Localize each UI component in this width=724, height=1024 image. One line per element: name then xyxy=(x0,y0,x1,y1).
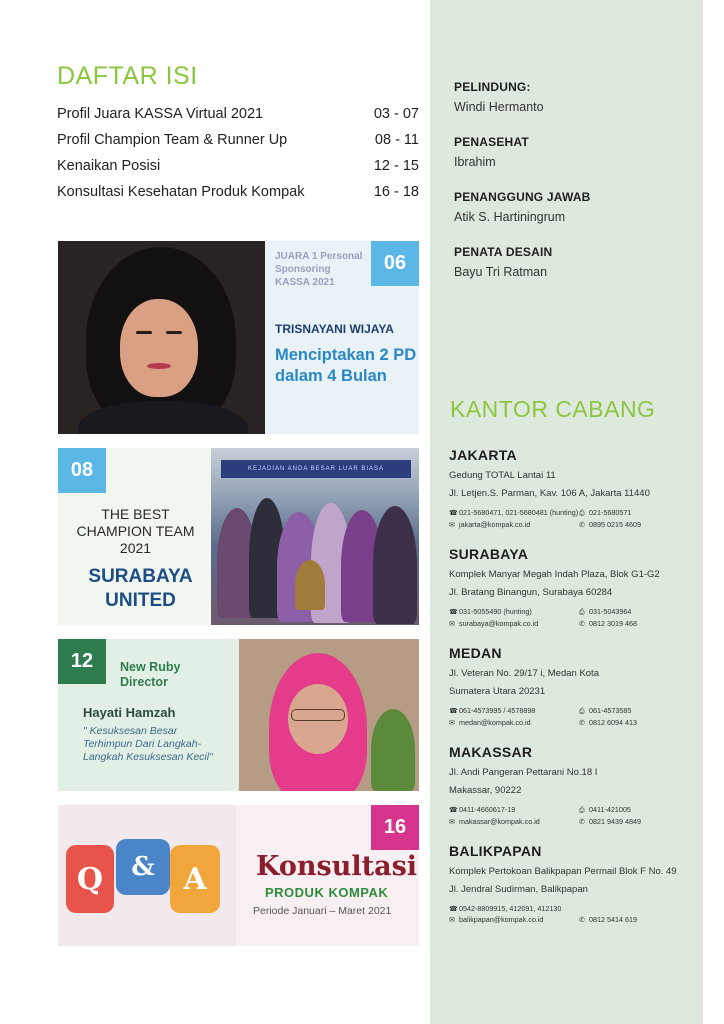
portrait-eyebrow xyxy=(166,331,182,334)
feature-title: Konsultasi xyxy=(256,851,418,882)
toc-item[interactable] xyxy=(57,158,419,184)
branch-address-line: Makassar, 90222 xyxy=(449,785,522,796)
whatsapp-text: 0812 3019 468 xyxy=(589,619,637,628)
feature-card-ruby-director[interactable] xyxy=(58,639,419,791)
branch-contacts xyxy=(449,607,699,628)
phone-text: 061-4573995 / 4578898 xyxy=(459,706,536,715)
phone-icon: ☎ xyxy=(449,708,458,715)
crowd-figure xyxy=(373,506,417,624)
branch-contacts xyxy=(449,904,699,924)
phone-icon: ☎ xyxy=(449,510,458,517)
email-icon: ✉ xyxy=(449,819,455,826)
branch-name: BALIKPAPAN xyxy=(449,843,542,859)
branch-whatsapp xyxy=(579,718,699,727)
staff-entry xyxy=(454,245,694,279)
email-text[interactable]: medan@kompak.co.id xyxy=(459,718,531,727)
feature-team-name: SURABAYA UNITED xyxy=(88,566,193,611)
feature-person-name: Hayati Hamzah xyxy=(83,705,176,720)
branch-name: MEDAN xyxy=(449,645,502,661)
portrait-photo xyxy=(239,639,419,791)
page-number-badge: 08 xyxy=(58,448,106,493)
staff-name: Windi Hermanto xyxy=(454,100,544,114)
page-number-badge: 06 xyxy=(371,241,419,286)
fax-text: 061-4573585 xyxy=(589,706,632,715)
branch-name: SURABAYA xyxy=(449,546,529,562)
branch-fax xyxy=(579,706,699,716)
whatsapp-icon: ✆ xyxy=(579,720,585,727)
qa-bubble-a: A xyxy=(170,845,220,913)
branch-address-line: Jl. Andi Pangeran Pettarani No.18 I xyxy=(449,767,598,778)
staff-name: Bayu Tri Ratman xyxy=(454,265,548,279)
phone-text: 031-5055490 (hunting) xyxy=(459,607,532,616)
toc-item[interactable] xyxy=(57,106,419,132)
toc-item-pages: 08 - 11 xyxy=(374,132,419,148)
branch-email[interactable] xyxy=(449,915,579,924)
staff-role: PELINDUNG: xyxy=(454,80,531,94)
branch-phone xyxy=(449,508,579,518)
trophy xyxy=(295,560,325,610)
toc-item-label: Profil Champion Team & Runner Up xyxy=(57,132,288,148)
email-text[interactable]: jakarta@kompak.co.id xyxy=(459,520,531,529)
page-number-badge: 16 xyxy=(371,805,419,850)
event-banner: KEJADIAN ANDA BESAR LUAR BIASA xyxy=(221,460,411,478)
masthead xyxy=(454,80,694,300)
branch-address-line: Komplek Manyar Megah Indah Plaza, Blok G1-G2 xyxy=(449,569,660,580)
feature-subtitle: PRODUK KOMPAK xyxy=(265,885,389,900)
feature-title: THE BEST CHAMPION TEAM 2021 xyxy=(76,506,195,556)
portrait-photo xyxy=(58,241,265,434)
feature-category: JUARA 1 Personal Sponsoring KASSA 2021 xyxy=(275,251,363,288)
branch-address-line: Sumatera Utara 20231 xyxy=(449,686,546,697)
feature-person-name: TRISNAYANI WIJAYA xyxy=(275,322,394,336)
branch-address-line: Gedung TOTAL Lantai 11 xyxy=(449,470,556,481)
fax-icon: ⎙ xyxy=(579,510,585,517)
whatsapp-icon: ✆ xyxy=(579,819,585,826)
staff-entry xyxy=(454,190,694,224)
staff-role: PENASEHAT xyxy=(454,135,529,149)
email-icon: ✉ xyxy=(449,720,455,727)
page-edge xyxy=(703,0,724,1024)
background-plant xyxy=(371,709,415,791)
branch-phone xyxy=(449,706,579,716)
fax-text: 0411-421005 xyxy=(589,805,631,814)
staff-role: PENATA DESAIN xyxy=(454,245,553,259)
branch-name: JAKARTA xyxy=(449,447,517,463)
toc-item-pages: 03 - 07 xyxy=(373,106,419,122)
toc-item-label: Konsultasi Kesehatan Produk Kompak xyxy=(57,184,305,200)
branch-fax xyxy=(579,805,699,815)
branch-email[interactable] xyxy=(449,619,579,628)
branch-name: MAKASSAR xyxy=(449,744,533,760)
branch-phone xyxy=(449,805,579,815)
branch-address-line: Jl. Jendral Sudirman, Balikpapan xyxy=(449,884,588,895)
fax-text: 031-5043964 xyxy=(589,607,632,616)
staff-entry xyxy=(454,80,694,114)
branch-address-line: Jl. Bratang Binangun, Surabaya 60284 xyxy=(449,587,613,598)
whatsapp-icon: ✆ xyxy=(579,522,585,529)
branch-email[interactable] xyxy=(449,817,579,826)
phone-icon: ☎ xyxy=(449,807,458,814)
phone-text: 021-5680471, 021-5680481 (hunting) xyxy=(459,508,579,517)
email-icon: ✉ xyxy=(449,621,455,628)
fax-icon: ⎙ xyxy=(579,708,585,715)
branch-phone xyxy=(449,607,579,617)
branch-whatsapp xyxy=(579,915,699,924)
branch-makassar xyxy=(449,744,699,826)
toc-item-pages: 12 - 15 xyxy=(373,158,419,174)
feature-headline: Menciptakan 2 PD dalam 4 Bulan xyxy=(275,346,417,385)
whatsapp-icon: ✆ xyxy=(579,917,585,924)
email-text[interactable]: makassar@kompak.co.id xyxy=(459,817,540,826)
branch-contacts xyxy=(449,706,699,727)
toc-item-pages: 16 - 18 xyxy=(373,184,419,200)
toc-item-label: Profil Juara KASSA Virtual 2021 xyxy=(57,106,264,122)
phone-text: 0542-8809915, 412091, 412130 xyxy=(459,904,562,913)
branch-fax xyxy=(579,904,699,913)
branch-whatsapp xyxy=(579,619,699,628)
phone-icon: ☎ xyxy=(449,906,458,913)
fax-icon: ⎙ xyxy=(579,807,585,814)
team-group-photo xyxy=(211,448,419,625)
portrait-eyebrow xyxy=(136,331,152,334)
phone-icon: ☎ xyxy=(449,609,458,616)
whatsapp-text: 0812 6094 413 xyxy=(589,718,637,727)
toc-item[interactable] xyxy=(57,132,419,158)
email-icon: ✉ xyxy=(449,522,455,529)
branch-phone xyxy=(449,904,579,913)
branch-email[interactable] xyxy=(449,718,579,727)
fax-text: 021-5680571 xyxy=(589,508,632,517)
branch-offices-title: KANTOR CABANG xyxy=(450,396,656,422)
email-text[interactable]: balikpapan@kompak.co.id xyxy=(459,915,544,924)
branch-fax xyxy=(579,607,699,617)
feature-card-juara[interactable] xyxy=(58,241,419,434)
feature-card-champion-team[interactable] xyxy=(58,448,419,625)
branch-surabaya xyxy=(449,546,699,628)
branch-balikpapan xyxy=(449,843,699,924)
qa-illustration xyxy=(58,805,236,946)
branch-address-line: Jl. Veteran No. 29/17 i, Medan Kota xyxy=(449,668,599,679)
branch-email[interactable] xyxy=(449,520,579,529)
branch-contacts xyxy=(449,508,699,529)
whatsapp-text: 0812 5414 619 xyxy=(589,915,637,924)
staff-entry xyxy=(454,135,694,169)
branch-list xyxy=(449,447,699,941)
staff-name: Atik S. Hartiningrum xyxy=(454,210,566,224)
portrait-glasses xyxy=(291,709,345,721)
email-text[interactable]: surabaya@kompak.co.id xyxy=(459,619,539,628)
branch-whatsapp xyxy=(579,520,699,529)
branch-fax xyxy=(579,508,699,518)
branch-jakarta xyxy=(449,447,699,529)
portrait-face xyxy=(120,299,198,397)
portrait-lips xyxy=(147,363,171,369)
staff-role: PENANGGUNG JAWAB xyxy=(454,190,591,204)
feature-period: Periode Januari – Maret 2021 xyxy=(253,905,392,917)
feature-quote: " Kesuksesan Besar Terhimpun Dari Langkah-Langkah Kesuksesan Kecil" xyxy=(83,725,213,763)
whatsapp-icon: ✆ xyxy=(579,621,585,628)
whatsapp-text: 0895 0215 4609 xyxy=(589,520,641,529)
branch-medan xyxy=(449,645,699,727)
toc-item[interactable] xyxy=(57,184,419,210)
toc-title: DAFTAR ISI xyxy=(57,62,198,90)
qa-bubble-amp: & xyxy=(116,839,170,895)
whatsapp-text: 0821 9439 4849 xyxy=(589,817,641,826)
page-number-badge: 12 xyxy=(58,639,106,684)
staff-name: Ibrahim xyxy=(454,155,496,169)
qa-bubble-q: Q xyxy=(66,845,114,913)
branch-whatsapp xyxy=(579,817,699,826)
fax-icon: ⎙ xyxy=(579,609,585,616)
phone-text: 0411-4660617-19 xyxy=(459,805,516,814)
feature-title: New Ruby Director xyxy=(120,660,181,689)
toc-list xyxy=(57,106,419,210)
branch-address-line: Jl. Letjen.S. Parman, Kav. 106 A, Jakarta 11440 xyxy=(449,488,650,499)
toc-item-label: Kenaikan Posisi xyxy=(57,158,161,174)
feature-card-konsultasi[interactable] xyxy=(58,805,419,946)
branch-contacts xyxy=(449,805,699,826)
branch-address-line: Komplek Pertokoan Balikpapan Permail Blok F No. 49 xyxy=(449,866,677,877)
email-icon: ✉ xyxy=(449,917,455,924)
